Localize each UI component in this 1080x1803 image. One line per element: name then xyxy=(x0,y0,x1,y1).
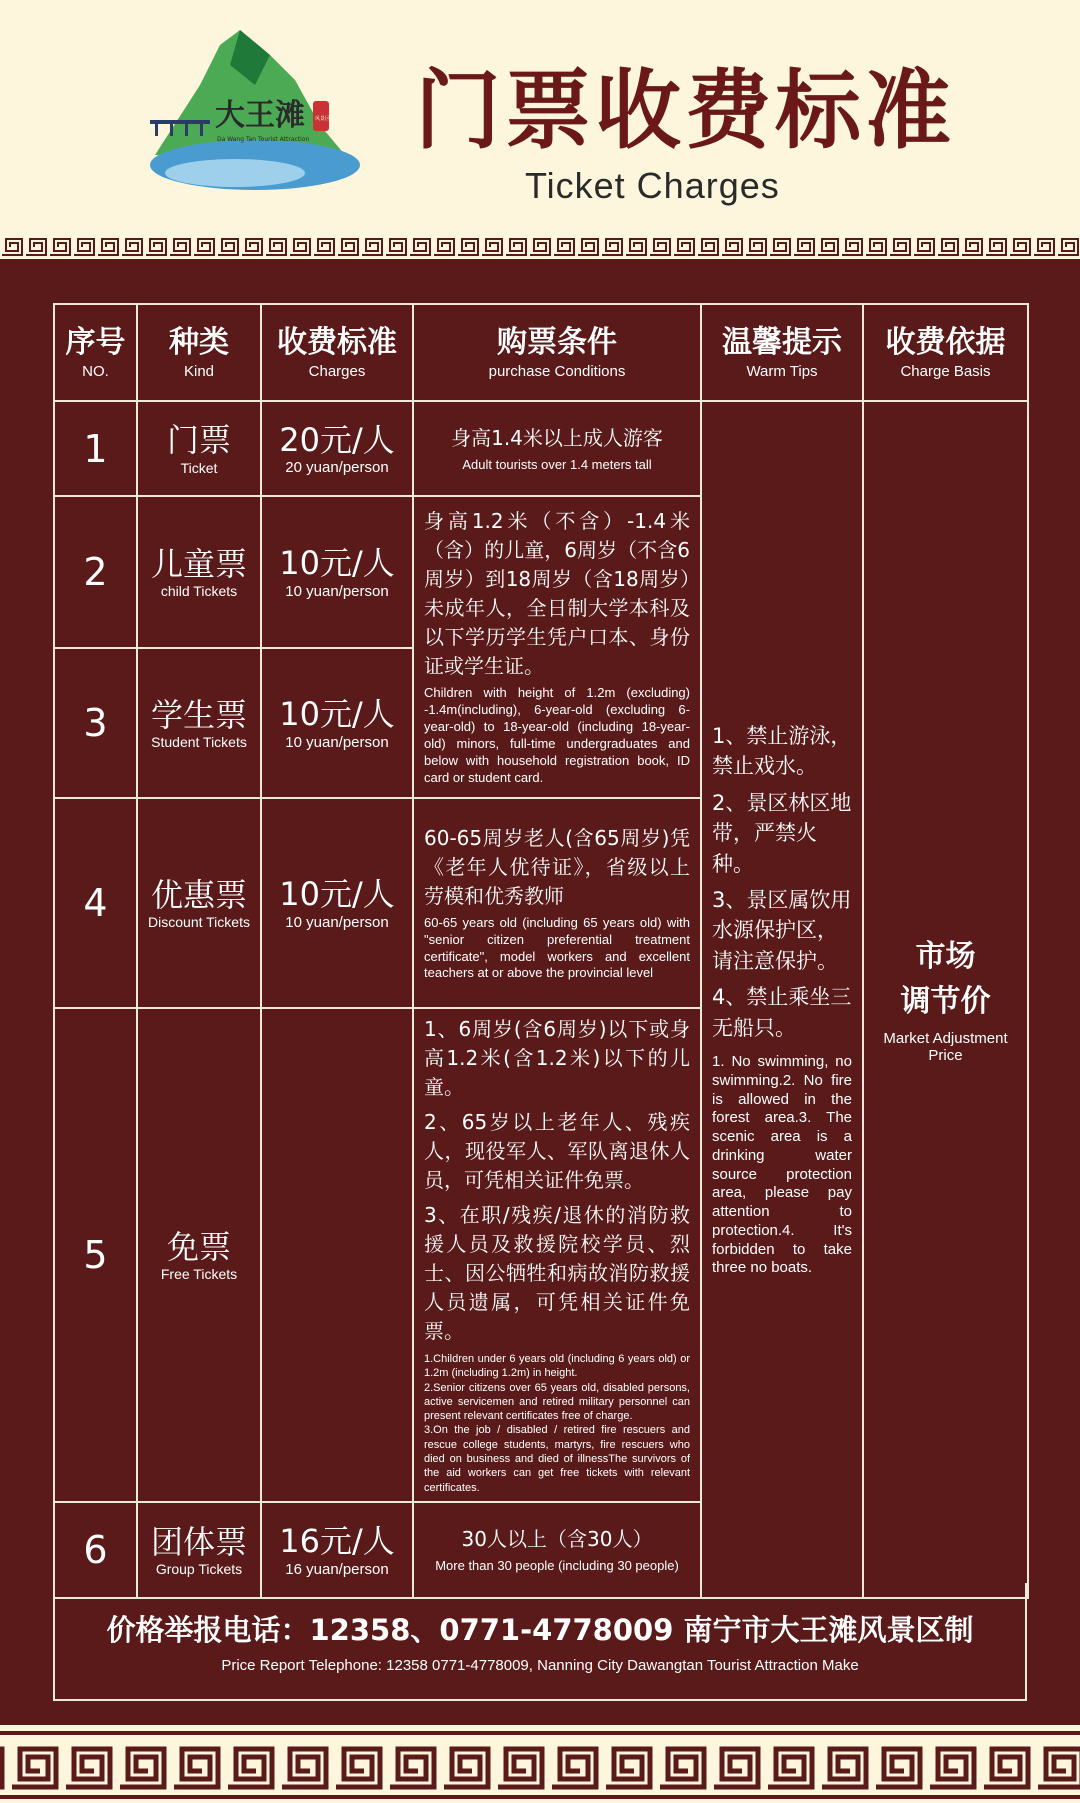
table-row xyxy=(54,401,1028,496)
header-charges: 收费标准 Charges xyxy=(261,304,413,401)
row-no: 1 xyxy=(54,401,137,496)
footer-en: Price Report Telephone: 12358 0771-4778009, Nanning City Dawangtan Tourist Attraction Make xyxy=(221,1657,859,1674)
header-no: 序号 NO. xyxy=(54,304,137,401)
row-kind: 学生票 Student Tickets xyxy=(137,648,261,798)
row-charge xyxy=(261,1008,413,1502)
row-kind: 免票 Free Tickets xyxy=(137,1008,261,1502)
header-basis: 收费依据 Charge Basis xyxy=(863,304,1028,401)
row-kind: 儿童票 child Tickets xyxy=(137,496,261,648)
row-charge: 16元/人 16 yuan/person xyxy=(261,1502,413,1598)
row-no: 4 xyxy=(54,798,137,1008)
row-no: 5 xyxy=(54,1008,137,1502)
logo-subtext: Da Wang Tan Tourist Attraction xyxy=(217,136,310,143)
row-no: 6 xyxy=(54,1502,137,1598)
header-banner xyxy=(0,0,1080,235)
logo-text: 大王滩 xyxy=(215,98,305,133)
header-conditions: 购票条件 purchase Conditions xyxy=(413,304,701,401)
fret-pattern-bottom xyxy=(0,1725,1080,1803)
fret-border-top xyxy=(0,235,1080,259)
fret-border-bottom xyxy=(0,1725,1080,1803)
row-condition: 身高1.4米以上成人游客 Adult tourists over 1.4 meters tall xyxy=(413,401,701,496)
table-header-row xyxy=(54,304,1028,401)
page-subtitle: Ticket Charges xyxy=(525,165,780,206)
row-condition: 身高1.2米（不含）-1.4米（含）的儿童，6周岁（不含6周岁）到18周岁（含18周岁）未成年人，全日制大学本科及以下学历学生凭户口本、身份证或学生证。 Children with height of 1.2m (excluding) -1.4m(including), 6-year-old (excluding 6-year-old) to 18-year-old (including 18-year-old) minors, full-time undergraduates and below with household registration book, ID card or student card. xyxy=(413,496,701,798)
row-kind: 优惠票 Discount Tickets xyxy=(137,798,261,1008)
dawangtan-logo xyxy=(145,25,365,200)
row-charge: 10元/人 10 yuan/person xyxy=(261,648,413,798)
row-no: 3 xyxy=(54,648,137,798)
warm-tips: 1、禁止游泳，禁止戏水。 2、景区林区地带，严禁火种。 3、景区属饮用水源保护区，请注意保护。 4、禁止乘坐三无船只。 1. No swimming, no swimming.2. No fire is allowed in the forest area.3. The scenic area is a drinking water source protection area, please pay attention to protection.4. It's forbidden to take three no boats. xyxy=(701,401,863,1598)
logo-seal: 风景区 xyxy=(315,116,331,122)
header-tips: 温馨提示 Warm Tips xyxy=(701,304,863,401)
row-charge: 20元/人 20 yuan/person xyxy=(261,401,413,496)
row-charge: 10元/人 10 yuan/person xyxy=(261,496,413,648)
row-condition: 60-65周岁老人(含65周岁)凭《老年人优待证》，省级以上劳模和优秀教师 60-65 years old (including 65 years old) with "senior citizen preferential treatment certificate", model workers and excellent teachers at or above the provincial level xyxy=(413,798,701,1008)
row-kind: 门票 Ticket xyxy=(137,401,261,496)
row-condition: 1、6周岁(含6周岁)以下或身高1.2米(含1.2米)以下的儿童。 2、65岁以上老年人、残疾人，现役军人、军队离退休人员，可凭相关证件免票。 3、在职/残疾/退休的消防救援人员及救援院校学员、烈士、因公牺牲和病故消防救援人员遗属，可凭相关证件免票。 1.Children under 6 years old (including 6 years old) or 1.2m (including 1.2m) in height. 2.Senior citizens over 65 years old, disabled persons, active servicemen and retired military personnel can present relevant certificates free of charge. 3.On the job / disabled / retired fire rescuers and rescue college students, martyrs, fire rescuers who died on business and died of illnessThe survivors of the aid workers can get free tickets with relevant certificates. xyxy=(413,1008,701,1502)
header-kind: 种类 Kind xyxy=(137,304,261,401)
row-no: 2 xyxy=(54,496,137,648)
price-report-footer xyxy=(53,1583,1027,1701)
fret-pattern-top xyxy=(0,235,1080,259)
page-title: 门票收费标准 xyxy=(415,61,955,161)
footer-zh: 价格举报电话：12358、0771-4778009 南宁市大王滩风景区制 xyxy=(106,1613,974,1647)
charge-basis: 市场 调节价 Market Adjustment Price xyxy=(863,401,1028,1598)
row-condition: 30人以上（含30人） More than 30 people (including 30 people) xyxy=(413,1502,701,1598)
ticket-charges-table xyxy=(53,303,1029,1599)
row-charge: 10元/人 10 yuan/person xyxy=(261,798,413,1008)
row-kind: 团体票 Group Tickets xyxy=(137,1502,261,1598)
